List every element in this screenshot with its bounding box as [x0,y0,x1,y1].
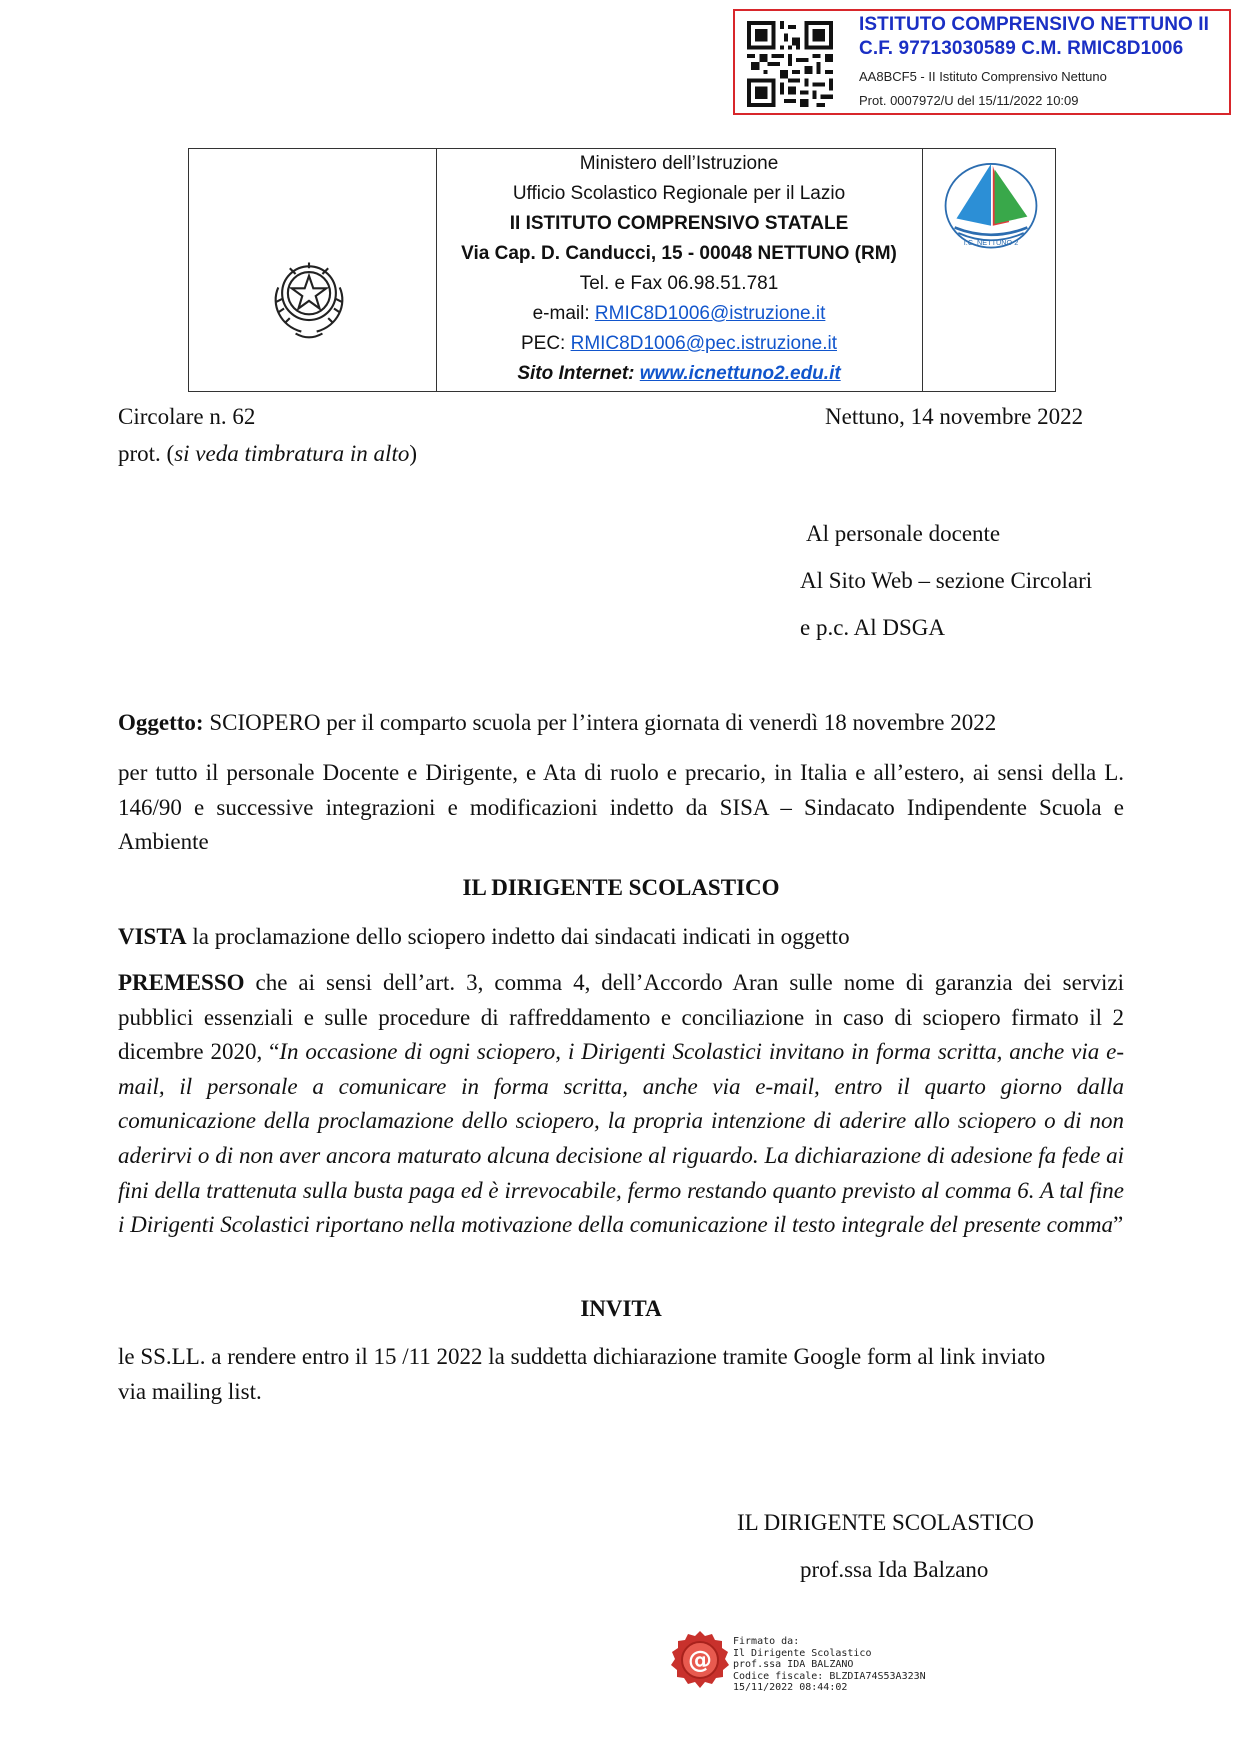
school-phone: Tel. e Fax 06.98.51.781 [579,273,779,294]
signature-line-5: 15/11/2022 08:44:02 [733,1682,848,1693]
svg-text:@: @ [688,1646,712,1674]
signature-role: IL DIRIGENTE SCOLASTICO [737,1510,1034,1535]
pec-label: PEC: [520,333,571,354]
school-address: Via Cap. D. Canducci, 15 - 00048 NETTUNO (RM) [461,243,897,264]
email-line [437,299,921,329]
italian-republic-emblem-icon [261,249,357,345]
pec-line [437,329,921,359]
premesso-label: PREMESSO [118,970,245,995]
stamp-codes: C.F. 97713030589 C.M. RMIC8D1006 [859,38,1184,59]
school-logo-text: I.C. NETTUNO 2 [963,237,1019,247]
pec-link[interactable]: RMIC8D1006@pec.istruzione.it [570,333,838,354]
signature-line-2: Il Dirigente Scolastico [733,1647,872,1659]
qr-code-icon [747,21,833,107]
heading-invita: INVITA [580,1296,662,1321]
protocol-prefix: prot. ( [118,441,175,466]
signature-line-3: prof.ssa IDA BALZANO [733,1659,854,1670]
subject-detail: per tutto il personale Docente e Dirigente, e Ata di ruolo e precario, in Italia e all’estero, ai sensi della L. 146/90 e successive integrazioni e modificazioni indetto da SISA – Sindacato Indipendente Scuola e Ambiente [118,760,1124,855]
premesso-paragraph [118,966,1124,1243]
protocol-suffix: ) [409,441,418,466]
invita-text: le SS.LL. a rendere entro il 15 /11 2022 la suddetta dichiarazione tramite Google form al link inviato via mailing list. [118,1344,1046,1404]
site-label: Sito Internet: [517,363,640,384]
letterhead-text [437,149,921,391]
protocol-stamp [733,9,1231,115]
site-line [437,359,921,389]
subject-text: SCIOPERO per il comparto scuola per l’intera giornata di venerdì 18 novembre 2022 [203,710,997,735]
subject-label: Oggetto: [118,710,204,735]
letterhead [188,148,1056,392]
subject-line [118,710,996,736]
digital-signature-seal-icon [668,1628,732,1692]
circular-number: Circolare n. 62 [118,404,256,429]
vista-line [118,924,850,950]
ministry-name: Ministero dell’Istruzione [579,153,779,174]
school-name: II ISTITUTO COMPRENSIVO STATALE [509,213,849,234]
heading-dirigente: IL DIRIGENTE SCOLASTICO [462,875,780,900]
recipient-1: Al personale docente [806,521,1001,546]
signature-name: prof.ssa Ida Balzano [800,1557,989,1582]
protocol-italic: si veda timbratura in alto [174,441,410,466]
school-logo-sailboat-icon [935,153,1047,253]
signature-line-4: Codice fiscale: BLZDIA74S53A323N [733,1670,926,1682]
digital-signature-text [733,1636,926,1694]
signature-line-1: Firmato da: [733,1636,800,1647]
regional-office: Ufficio Scolastico Regionale per il Lazio [512,183,846,204]
vista-text: la proclamazione dello sciopero indetto dai sindacati indicati in oggetto [186,924,850,949]
site-link[interactable]: www.icnettuno2.edu.it [639,363,841,384]
premesso-quote: In occasione di ogni sciopero, i Dirigenti Scolastici invitano in forma scritta, anche via e-mail, il personale a comunicare in forma scritta, anche via e-mail, entro il quarto giorno dalla comunicazione della proclamazione dello sciopero, la propria intenzione di aderire allo sciopero o di non aderirvi o di non aver ancora maturato alcuna decisione al riguardo. La dichiarazione di adesione fa fede ai fini della trattenuta sulla busta paga ed è irrevocabile, fermo restando quanto previsto al comma 6. A tal fine i Dirigenti Scolastici riportano nella motivazione della comunicazione il testo integrale del presente comma [118,1039,1124,1238]
stamp-protocol: Prot. 0007972/U del 15/11/2022 10:09 [859,93,1079,108]
protocol-note [118,441,417,467]
stamp-aoo: AA8BCF5 - II Istituto Comprensivo Nettuno [859,69,1107,84]
email-label: e-mail: [532,303,595,324]
recipient-2: Al Sito Web – sezione Circolari [800,568,1093,593]
stamp-institute: ISTITUTO COMPRENSIVO NETTUNO II [859,14,1210,35]
letterhead-logo-cell [922,149,1057,391]
circular-date: Nettuno, 14 novembre 2022 [825,404,1084,429]
recipient-3: e p.c. Al DSGA [800,615,946,640]
vista-label: VISTA [118,924,187,949]
premesso-close: ” [1113,1212,1124,1238]
premesso-text: che ai sensi dell’art. 3, comma 4, dell’Accordo Aran sulle nome di garanzia dei servizi pubblici essenziali e sulle procedure di raffreddamento e conciliazione in caso di sciopero firmato il 2 dicembre 2020, “ [118,970,1124,1065]
email-link[interactable]: RMIC8D1006@istruzione.it [594,303,826,324]
letterhead-emblem-cell [189,149,437,391]
